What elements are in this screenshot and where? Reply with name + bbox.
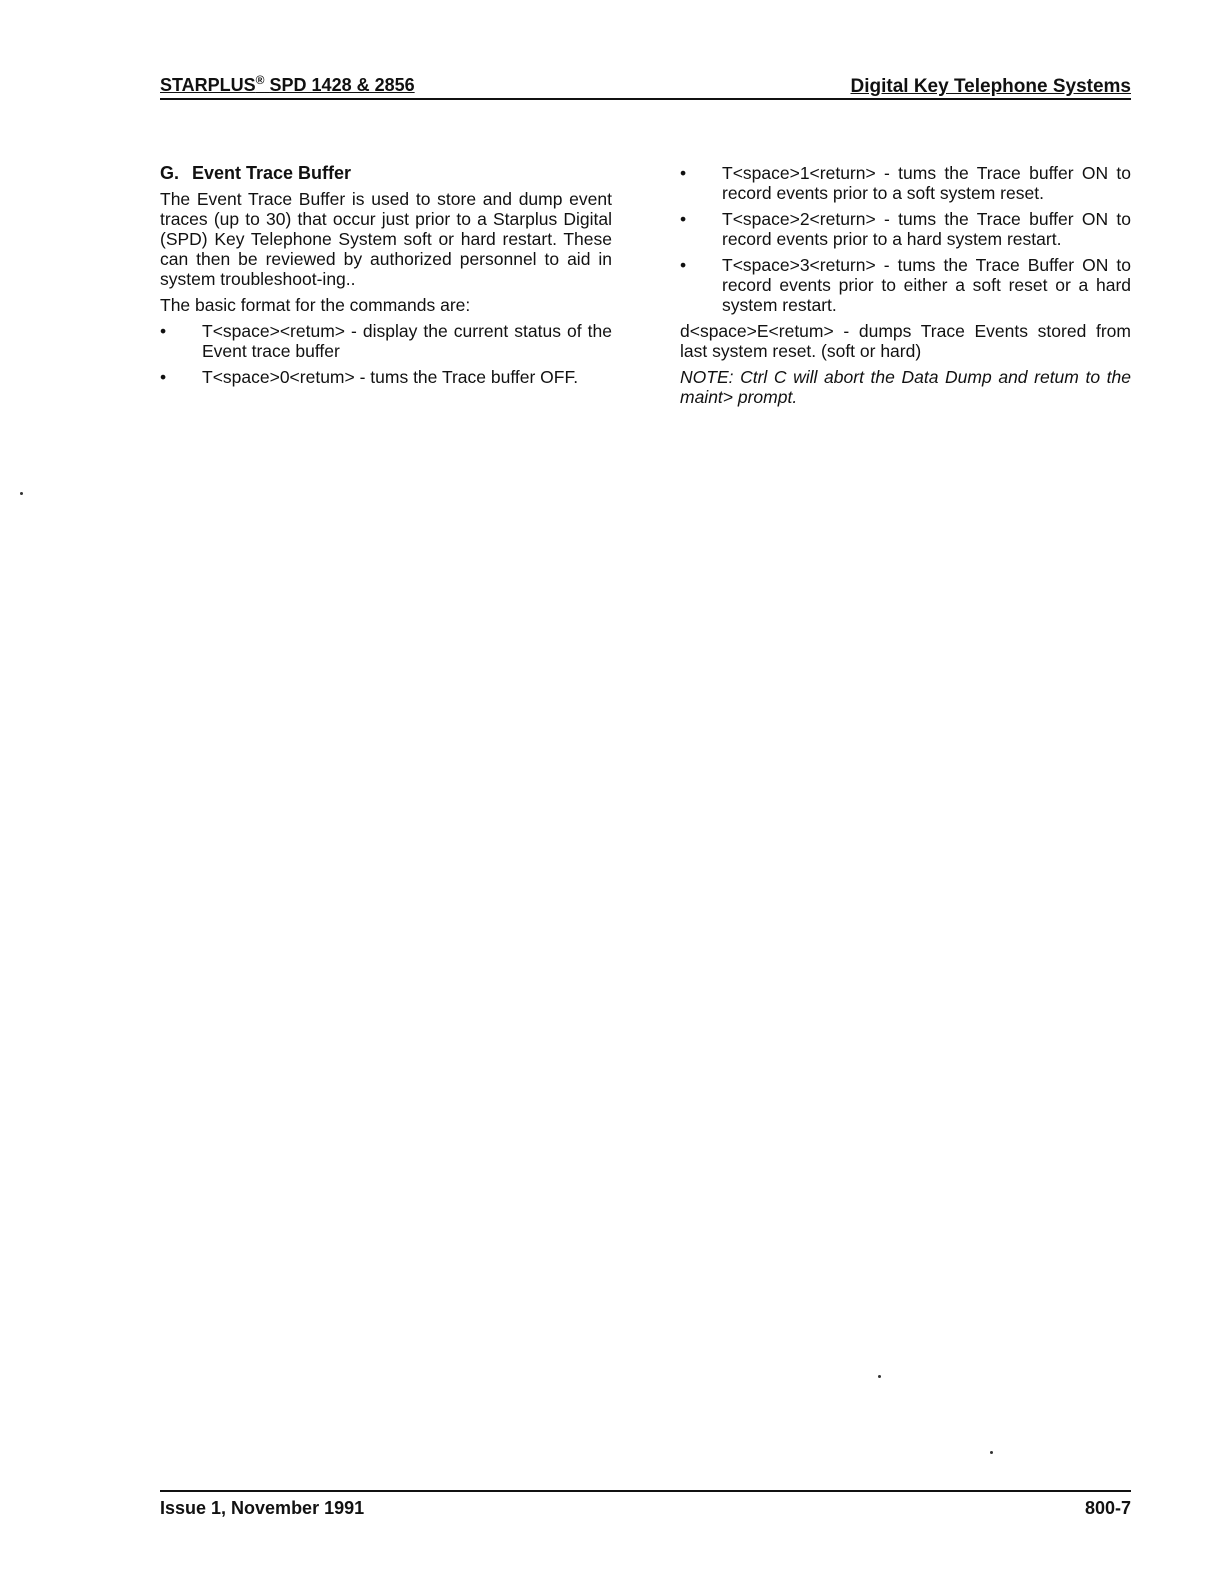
command-list-left (160, 321, 612, 387)
scan-speck (990, 1451, 993, 1454)
command-text: T<space>1<return> - tums the Trace buffer ON to record events prior to a soft system reset. (722, 163, 1131, 203)
section-heading (160, 163, 612, 183)
list-item (160, 321, 612, 361)
command-text: T<space>3<return> - tums the Trace Buffer ON to record events prior to either a soft reset or a hard system restart. (722, 255, 1131, 315)
scan-speck (20, 492, 23, 495)
list-item (680, 209, 1131, 249)
left-column (160, 163, 612, 393)
format-line: The basic format for the commands are: (160, 295, 471, 315)
bullet-icon: • (160, 367, 167, 387)
header-model: SPD 1428 & 2856 (269, 75, 415, 95)
bullet-icon: • (680, 209, 687, 229)
command-text: T<space><retum> - display the current status of the Event trace buffer (202, 321, 612, 361)
bullet-icon: • (160, 321, 167, 341)
list-item (160, 367, 612, 387)
registered-mark: ® (255, 73, 265, 87)
page-number: 800-7 (1084, 1498, 1131, 1518)
list-item (680, 163, 1131, 203)
right-column (680, 163, 1131, 413)
header-system-title: Digital Key Telephone Systems (850, 76, 1131, 97)
command-text: T<space>0<retum> - tums the Trace buffer OFF. (202, 367, 579, 387)
brand-name: STARPLUS (160, 75, 256, 95)
section-letter: G. (160, 163, 180, 183)
header-brand (160, 73, 415, 96)
page-header (160, 72, 1131, 100)
page-footer (160, 1490, 1131, 1518)
command-list-right (680, 163, 1131, 315)
footer-issue: Issue 1, November 1991 (160, 1498, 365, 1518)
command-text: T<space>2<return> - tums the Trace buffer ON to record events prior to a hard system restart. (722, 209, 1131, 249)
bullet-icon: • (680, 255, 687, 275)
list-item (680, 255, 1131, 315)
intro-paragraph: The Event Trace Buffer is used to store and dump event traces (up to 30) that occur just prior to a Starplus Digital (SPD) Key Telephone System soft or hard restart. These can then be reviewed by authorized personnel to aid in system troubleshoot-ing.. (160, 189, 612, 289)
scan-speck (878, 1375, 881, 1378)
dump-command-line: d<space>E<retum> - dumps Trace Events stored from last system reset. (soft or hard) (680, 321, 1131, 361)
note-text: NOTE: Ctrl C will abort the Data Dump and retum to the maint> prompt. (680, 367, 1131, 407)
bullet-icon: • (680, 163, 687, 183)
section-title: Event Trace Buffer (192, 163, 352, 183)
